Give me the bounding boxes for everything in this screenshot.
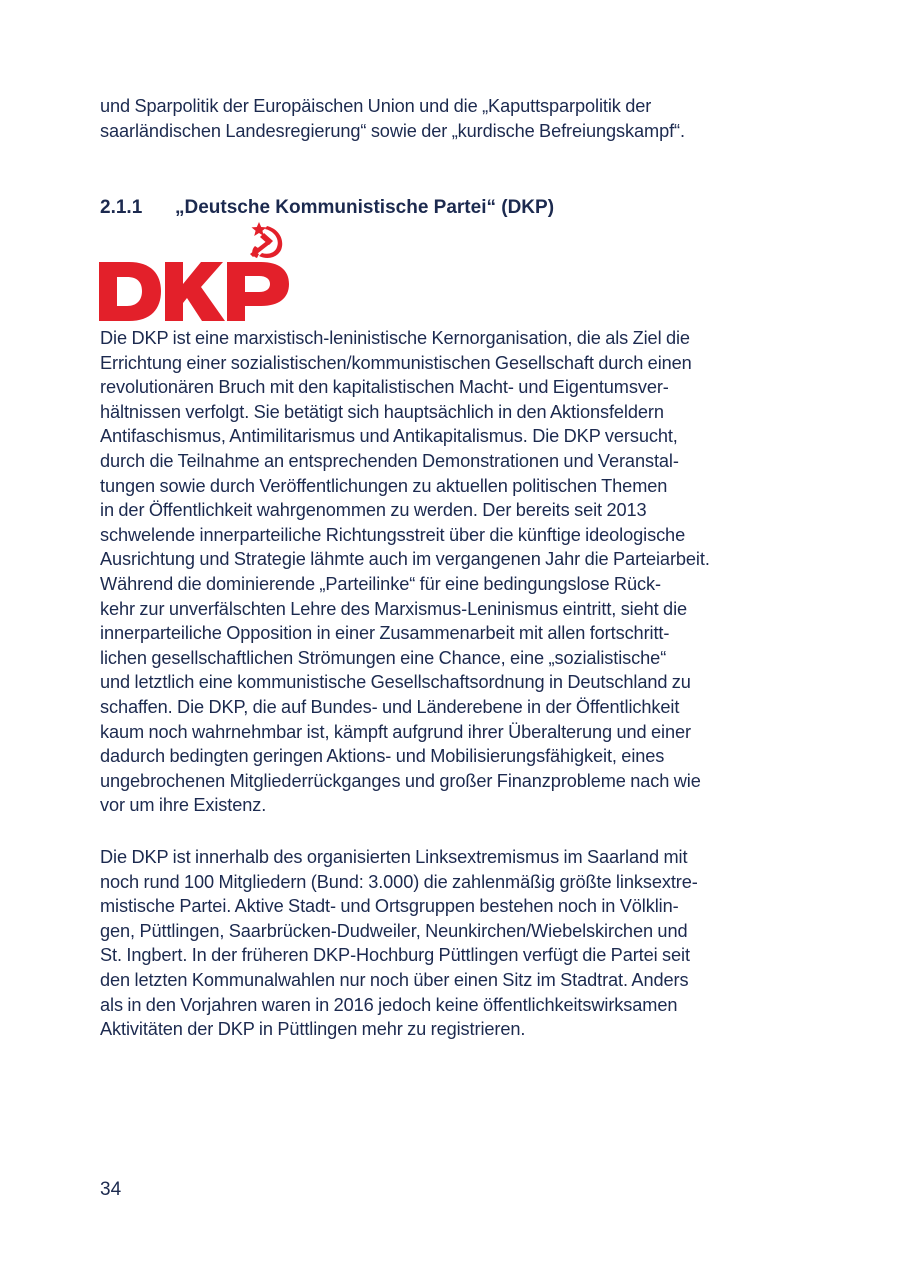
text-line: kehr zur unverfälschten Lehre des Marxismus-Leninismus eintritt, sieht die [100, 598, 688, 619]
text-line: hältnissen verfolgt. Sie betätigt sich hauptsächlich in den Aktionsfeldern [100, 401, 664, 422]
text-line: schaffen. Die DKP, die auf Bundes- und Länderebene in der Öffentlichkeit [100, 696, 680, 717]
text-line: und Sparpolitik der Europäischen Union und die „Kaputtsparpolitik der [100, 96, 652, 116]
text-line: mistische Partei. Aktive Stadt- und Ortsgruppen bestehen noch in Völklin- [100, 896, 679, 917]
text-line: den letzten Kommunalwahlen nur noch über einen Sitz im Stadtrat. Anders [100, 969, 689, 990]
paragraph-text [100, 845, 810, 1042]
text-line: Während die dominierende „Parteilinke“ für eine bedingungslose Rück- [100, 573, 661, 594]
dkp-letters [99, 262, 289, 321]
hammer-and-sickle-icon [250, 222, 282, 258]
page-number: 34 [100, 1179, 122, 1200]
paragraph-2 [100, 845, 810, 1042]
text-line: dadurch bedingten geringen Aktions- und Mobilisierungsfähigkeit, eines [100, 746, 665, 767]
text-line: St. Ingbert. In der früheren DKP-Hochburg Püttlingen verfügt die Partei seit [100, 945, 690, 966]
text-line: noch rund 100 Mitgliedern (Bund: 3.000) die zahlenmäßig größte linksextre- [100, 871, 698, 892]
text-line: schwelende innerparteiliche Richtungsstreit über die künftige ideologische [100, 524, 686, 545]
text-line: Ausrichtung und Strategie lähmte auch im vergangenen Jahr die Parteiarbeit. [100, 549, 710, 570]
text-line: Die DKP ist eine marxistisch-leninistische Kernorganisation, die als Ziel die [100, 328, 690, 348]
text-line: Die DKP ist innerhalb des organisierten Linksextremismus im Saarland mit [100, 847, 688, 867]
text-line: lichen gesellschaftlichen Strömungen eine Chance, eine „sozialistische“ [100, 647, 667, 668]
text-line: saarländischen Landesregierung“ sowie der „kurdische Befreiungskampf“. [100, 120, 685, 141]
intro-paragraph [100, 94, 810, 143]
text-line: gen, Püttlingen, Saarbrücken-Dudweiler, Neunkirchen/Wiebelskirchen und [100, 920, 688, 941]
text-line: revolutionären Bruch mit den kapitalistischen Macht- und Eigentumsver- [100, 377, 669, 398]
text-line: Errichtung einer sozialistischen/kommunistischen Gesellschaft durch einen [100, 352, 692, 373]
text-line: Aktivitäten der DKP in Püttlingen mehr zu registrieren. [100, 1019, 526, 1040]
text-line: in der Öffentlichkeit wahrgenommen zu werden. Der bereits seit 2013 [100, 500, 647, 521]
text-line: vor um ihre Existenz. [100, 795, 267, 816]
paragraph-text [100, 326, 810, 818]
text-line: ungebrochenen Mitgliederrückganges und großer Finanzprobleme nach wie [100, 770, 701, 791]
text-line: kaum noch wahrnehmbar ist, kämpft aufgrund ihrer Überalterung und einer [100, 721, 691, 742]
intro-text [100, 94, 810, 143]
text-line: und letztlich eine kommunistische Gesellschaftsordnung in Deutschland zu [100, 672, 691, 693]
text-line: innerparteiliche Opposition in einer Zusammenarbeit mit allen fortschritt- [100, 623, 670, 644]
dkp-logo [99, 220, 294, 324]
section-title: „Deutsche Kommunistische Partei“ (DKP) [175, 197, 555, 218]
text-line: als in den Vorjahren waren in 2016 jedoch keine öffentlichkeitswirksamen [100, 994, 678, 1015]
section-number: 2.1.1 [100, 197, 143, 218]
text-line: tungen sowie durch Veröffentlichungen zu aktuellen politischen Themen [100, 475, 668, 496]
paragraph-1 [100, 326, 810, 818]
text-line: Antifaschismus, Antimilitarismus und Antikapitalismus. Die DKP versucht, [100, 426, 678, 447]
text-line: durch die Teilnahme an entsprechenden Demonstrationen und Veranstal- [100, 450, 679, 471]
section-heading [100, 196, 554, 220]
